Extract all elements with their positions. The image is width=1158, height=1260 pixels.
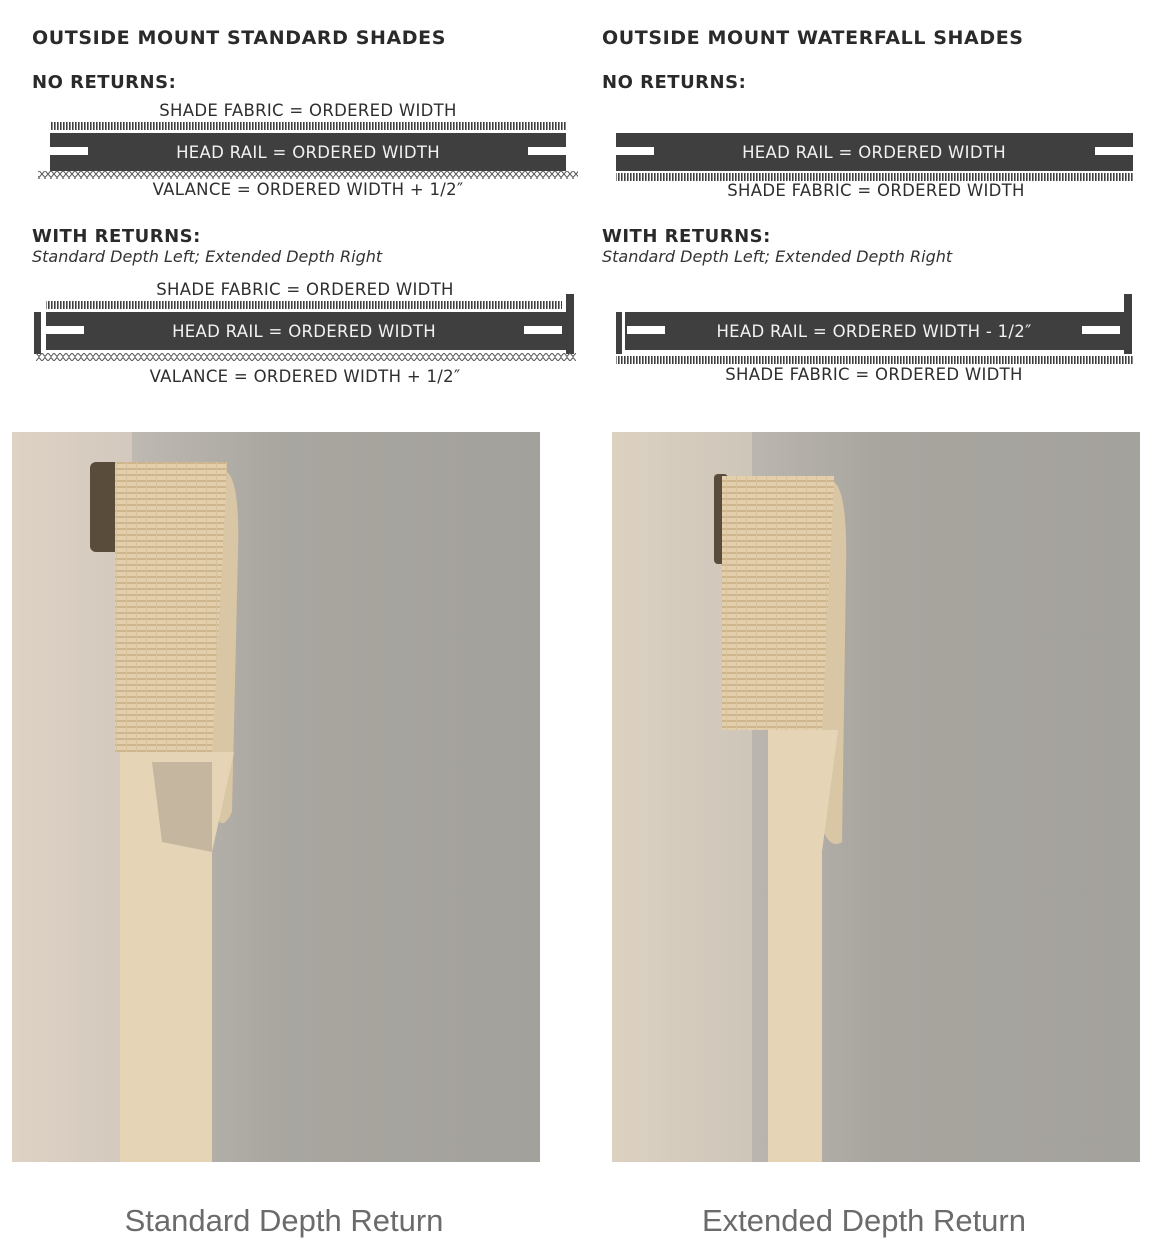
valance-label: VALANCE = ORDERED WIDTH + 1/2″ (152, 180, 464, 199)
returns-note: Standard Depth Left; Extended Depth Right (32, 247, 383, 266)
photo-caption: Extended Depth Return (702, 1203, 1026, 1238)
with-returns-heading: WITH RETURNS: (602, 226, 771, 247)
with-returns-heading: WITH RETURNS: (32, 226, 201, 247)
head-rail-label: HEAD RAIL = ORDERED WIDTH (176, 143, 440, 162)
no-returns-heading: NO RETURNS: (602, 72, 747, 93)
shade-fabric-label: SHADE FABRIC = ORDERED WIDTH (156, 280, 454, 299)
section-title: OUTSIDE MOUNT STANDARD SHADES (32, 27, 447, 49)
photo-caption: Standard Depth Return (124, 1203, 444, 1238)
shade-fabric-label: SHADE FABRIC = ORDERED WIDTH (159, 101, 457, 120)
head-rail-label: HEAD RAIL = ORDERED WIDTH (742, 143, 1006, 162)
shade-fabric-label: SHADE FABRIC = ORDERED WIDTH (727, 181, 1025, 200)
head-rail-label: HEAD RAIL = ORDERED WIDTH (172, 322, 436, 341)
shade-fabric-label: SHADE FABRIC = ORDERED WIDTH (725, 365, 1023, 384)
valance-label: VALANCE = ORDERED WIDTH + 1/2″ (149, 367, 461, 386)
extended-depth-return-photo (612, 432, 1140, 1162)
section-title: OUTSIDE MOUNT WATERFALL SHADES (602, 27, 1024, 49)
returns-note: Standard Depth Left; Extended Depth Right (602, 247, 953, 266)
standard-depth-return-photo (12, 432, 540, 1162)
head-rail-label: HEAD RAIL = ORDERED WIDTH - 1/2″ (716, 322, 1032, 341)
no-returns-heading: NO RETURNS: (32, 72, 177, 93)
